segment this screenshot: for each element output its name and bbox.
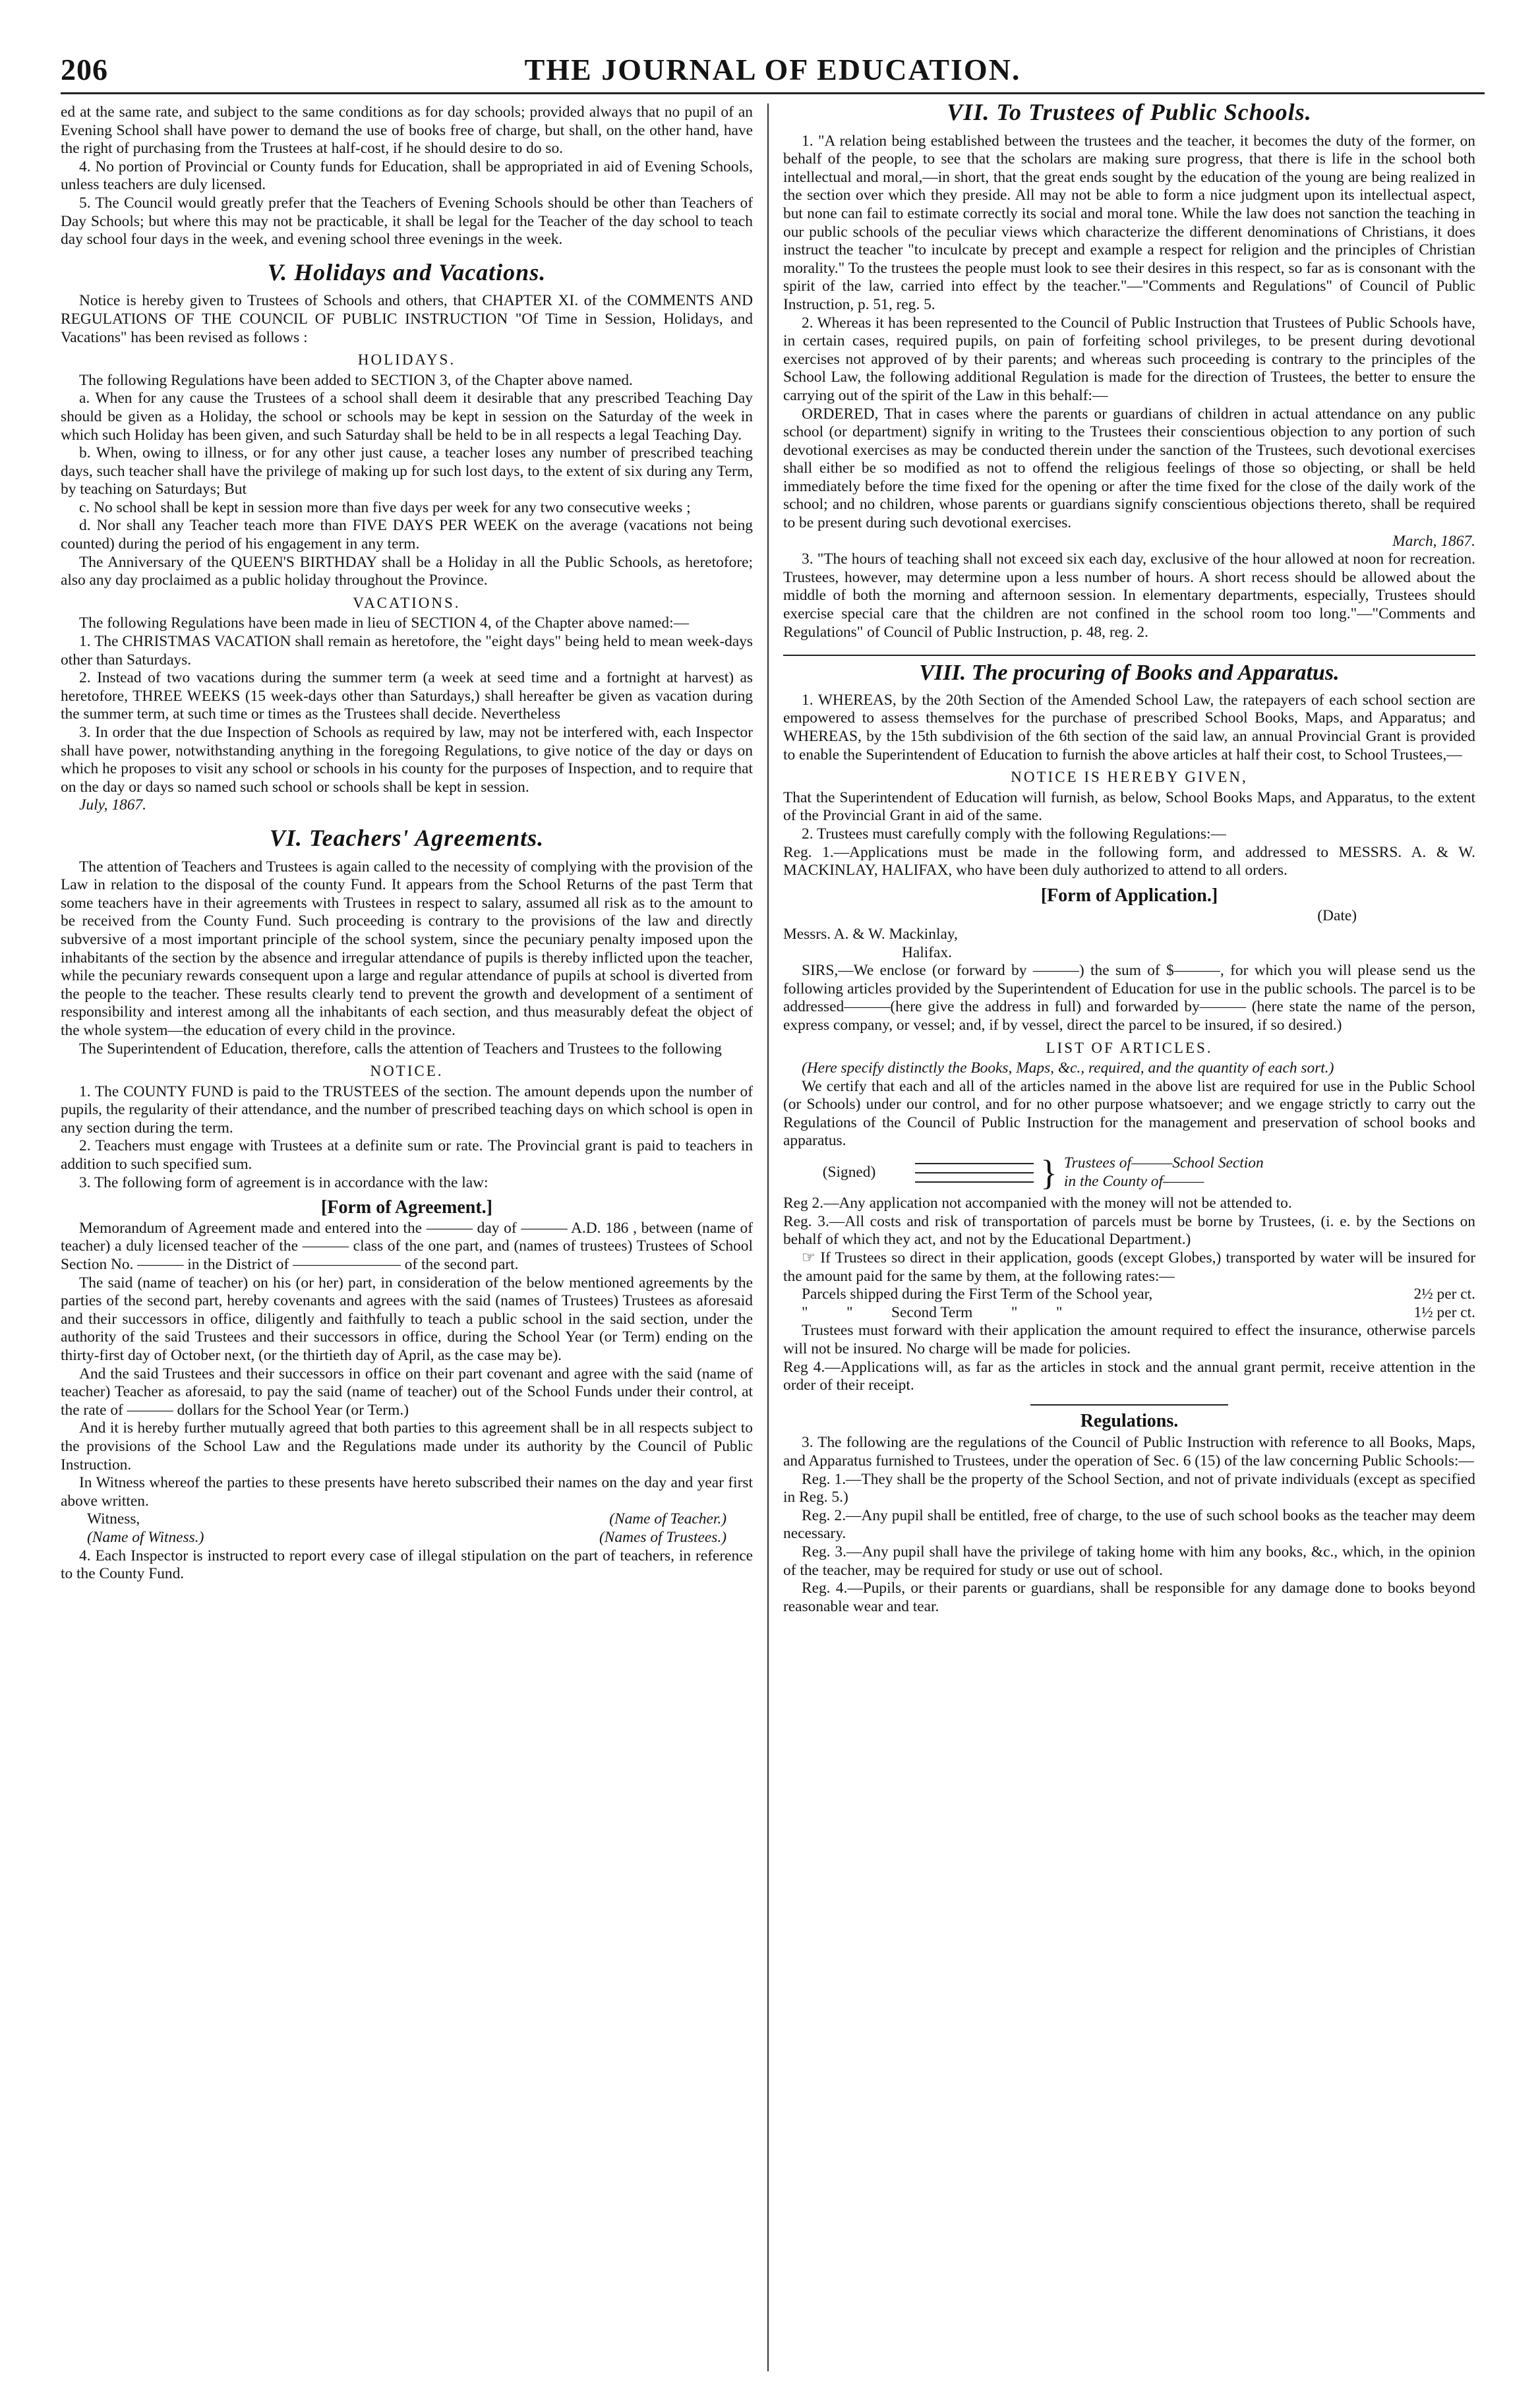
witness-row <box>61 1510 753 1529</box>
application-body: SIRS,—We enclose (or forward by ———) the sum of $———, for which you will please send us the following articles provided by the Superintendent of Education for use in the public schools. The parcel is to be addressed———(here give the address in full) and forwarded by——— (here state the name of the person, express company, or vessel; and, if by vessel, direct the parcel to be insured, if so desired.) <box>783 962 1475 1034</box>
subheading-list-of-articles: LIST OF ARTICLES. <box>1046 1039 1213 1056</box>
signature-titles <box>1064 1154 1264 1191</box>
section-paragraph: The following Regulations have been added to SECTION 3, of the Chapter above named. <box>79 371 633 389</box>
signature-block <box>783 1154 1475 1191</box>
running-head <box>61 34 1485 94</box>
intro-paragraph: 5. The Council would greatly prefer that the Teachers of Evening Schools should be other than Teachers of Day Schools; but where this may not be practicable, it shall be legal for the Teacher of the day school to teach day school four days in the week, and evening school three evenings in the week. <box>61 194 753 249</box>
witness-name: (Name of Witness.) <box>87 1528 204 1546</box>
notice-item: 1. The COUNTY FUND is paid to the TRUSTEES of the section. The amount depends upon the number of pupils, the regularity of their attendance, and the number of prescribed teaching days on which school is open in any section during the term. <box>61 1082 753 1137</box>
notice-item: 2. Teachers must engage with Trustees at a definite sum or rate. The Provincial grant is paid to teachers in addition to such specified sum. <box>61 1137 753 1173</box>
dateline: March, 1867. <box>1392 532 1475 550</box>
section-heading-holidays: V. Holidays and Vacations. <box>267 258 547 285</box>
intro-paragraph: 4. No portion of Provincial or County funds for Education, shall be appropriated in aid of Evening Schools, unless teachers are duly licensed. <box>61 158 753 194</box>
right-column <box>769 104 1475 2371</box>
regulation-item: 2. Instead of two vacations during the summer term (a week at seed time and a fortnight at harvest) as heretofore, THREE WEEKS (15 week-days other than Saturdays,) shall hereafter be given as vacation during the summer term, at such time or times as the Trustees shall decide. Nevertheless <box>61 669 753 723</box>
signed-trustees: Trustees of———School Section <box>1063 1154 1264 1172</box>
section-paragraph: Trustees must forward with their application the amount required to effect the insurance, otherwise parcels will not be insured. No charge will be made for policies. <box>783 1322 1475 1357</box>
regulation-item: Reg. 3.—Any pupil shall have the privilege of taking home with him any books, &c., which, in the opinion of the teacher, may be required for study or use out of school. <box>783 1543 1475 1579</box>
section-paragraph: 1. "A relation being established between the trustees and the teacher, it becomes the duty of the former, on behalf of the people, to see that the scholars are making sure progress, that there is life in the school both intellectual and moral,—in short, that the great ends sought by the education of the young are being realized in the section over which they preside. All may not be able to form a nice judgment upon its intellectual aspect, but none can fail to estimate correctly its social and moral tone. While the law does not sanction the teaching in our public schools of the peculiar views which characterize the different denominations of Christians, it does instruct the teacher "to inculcate by precept and example a respect for religion and the principles of Christian morality." To the trustees the people must look to see their desires in this respect, so far as is consonant with the spirit of the law, carried into effect by the teacher."—"Comments and Regulations" of Council of Public Instruction, p. 51, reg. 5. <box>783 132 1475 313</box>
notice-item: 4. Each Inspector is instructed to report every case of illegal stipulation on the part of teachers, in reference to the County Fund. <box>61 1547 753 1583</box>
rate-label: Parcels shipped during the First Term of the School year, <box>802 1286 1153 1303</box>
agreement-paragraph: And it is hereby further mutually agreed that both parties to this agreement shall be in all respects subject to the provisions of the School Law and the Regulations made under its authority by the Council of Public Instruction. <box>61 1419 753 1473</box>
subheading-notice-given: NOTICE IS HEREBY GIVEN, <box>1011 769 1248 786</box>
application-certify: We certify that each and all of the articles named in the above list are required for use in the Public School (or Schools) under our control, and for no other purpose whatsoever; and we engage strictly to carry out the Regulations of the Council of Public Instruction for the management and preservation of school books and apparatus. <box>783 1077 1475 1150</box>
subheading-notice: NOTICE. <box>370 1063 444 1080</box>
subheading-regulations: Regulations. <box>1030 1404 1228 1431</box>
signed-label: (Signed) <box>822 1163 876 1181</box>
section-paragraph: 2. Whereas it has been represented to the Council of Public Instruction that Trustees of Public Schools have, in certain cases, required pupils, on pain of forfeiting school privileges, to be present during devotional exercises not approved of by their parents; and whereas such proceeding is contrary to the principles of the School Law, the following additional Regulation is made for the direction of Trustees, the better to ensure the carrying out of the spirit of the Law in this behalf:— <box>783 314 1475 404</box>
regulation-item: Reg. 1.—They shall be the property of the School Section, and not of private individuals (except as specified in Reg. 5.) <box>783 1470 1475 1506</box>
regulation-item: 1. The CHRISTMAS VACATION shall remain as heretofore, the "eight days" being held to mean week-days other than Saturdays. <box>61 633 753 668</box>
regulation-item: Reg 2.—Any application not accompanied with the money will not be attended to. <box>783 1195 1292 1212</box>
subheading-vacations: VACATIONS. <box>353 594 461 611</box>
agreement-paragraph: Memorandum of Agreement made and entered into the ——— day of ——— A.D. 186 , between (name of teacher) a duly licensed teacher of the ——— class of the one part, and (names of trustees) Trustees of School Section No. ——— in the District of ——————— of the second part. <box>61 1219 753 1274</box>
witness-trustees: (Names of Trustees.) <box>599 1528 726 1546</box>
signed-county: in the County of——— <box>1063 1172 1204 1190</box>
application-addressee: Messrs. A. & W. Mackinlay, <box>783 925 958 943</box>
left-column <box>61 104 767 2371</box>
subheading-holidays: HOLIDAYS. <box>357 351 456 369</box>
agreement-paragraph: In Witness whereof the parties to these presents have hereto subscribed their names on the day and year first above written. <box>61 1474 753 1510</box>
regulation-item: Reg 4.—Applications will, as far as the articles in stock and the annual grant permit, receive attention in the order of their receipt. <box>783 1358 1475 1394</box>
rate-value: 2½ per ct. <box>1413 1286 1475 1303</box>
application-city: Halifax. <box>902 943 952 961</box>
witness-teacher: (Name of Teacher.) <box>609 1510 726 1528</box>
form-heading-agreement: [Form of Agreement.] <box>321 1197 492 1218</box>
section-heading-trustees: VII. To Trustees of Public Schools. <box>947 104 1312 125</box>
witness-label: Witness, <box>87 1510 140 1528</box>
signature-lines <box>915 1163 1034 1183</box>
rate-value: 1½ per ct. <box>1413 1303 1475 1321</box>
section-paragraph: ORDERED, That in cases where the parents or guardians of children in actual attendance on any public school (or department) signify in writing to the Trustees their conscientious objection to any portion of such devotional exercises as may be conducted therein under the sanction of the Trustees, such devotional exercises shall either be so modified as not to offend the religious feelings of those so objecting, or shall be held immediately before the time fixed for the opening or after the time fixed for the close of the daily work of the school; and no children, whose parents or guardians signify conscientious objections thereto, shall be required to be present during such devotional exercises. <box>783 405 1475 532</box>
section-paragraph: 3. "The hours of teaching shall not exceed six each day, exclusive of the hour allowed at noon for recreation. Trustees, however, may determine upon a less number of hours. A short recess should be allowed about the middle of both the morning and afternoon session. In elementary departments, especially, Trustees should exercise special care that the children are not confined in the school room too long."—"Comments and Regulations" of Council of Public Instruction, p. 48, reg. 2. <box>783 550 1475 641</box>
journal-title: THE JOURNAL OF EDUCATION. <box>524 53 1021 86</box>
section-paragraph: 2. Trustees must carefully comply with the following Regulations:— <box>802 825 1226 843</box>
intro-paragraph: ed at the same rate, and subject to the same conditions as for day schools; provided always that no pupil of an Evening School shall have power to demand the use of books free of charge, but shall, on the other hand, have the right of purchasing from the Trustees at half-cost, if he should desire to do so. <box>61 104 753 158</box>
regulation-note: ☞ If Trustees so direct in their application, goods (except Globes,) transported by water will be insured for the amount paid for the same by them, at the following rates:— <box>783 1249 1475 1285</box>
list-note: (Here specify distinctly the Books, Maps, &c., required, and the quantity of each sort.) <box>802 1059 1334 1077</box>
regulation-item: Reg. 4.—Pupils, or their parents or guardians, shall be responsible for any damage done to books beyond reasonable wear and tear. <box>783 1580 1475 1615</box>
insurance-rate-row <box>783 1304 1475 1322</box>
section-paragraph: The Anniversary of the QUEEN'S BIRTHDAY shall be a Holiday in all the Public Schools, as heretofore; also any day proclaimed as a public holiday throughout the Province. <box>61 553 753 589</box>
regulation-item: d. Nor shall any Teacher teach more than FIVE DAYS PER WEEK on the average (vacations not being counted) during the period of his engagement in any term. <box>61 517 753 553</box>
witness-row <box>61 1529 753 1547</box>
agreement-paragraph: And the said Trustees and their successors in office on their part covenant and agree with the said (name of teacher) Teacher as aforesaid, to pay the said (name of teacher) out of the School Funds under their control, at the rate of ——— dollars for the School Year (or Term.) <box>61 1365 753 1419</box>
regulation-item: Reg. 1.—Applications must be made in the following form, and addressed to MESSRS. A. & W. MACKINLAY, HALIFAX, who have been duly authorized to attend to all orders. <box>783 843 1475 879</box>
section-paragraph: The attention of Teachers and Trustees is again called to the necessity of complying with the provision of the Law in relation to the disposal of the county Fund. It appears from the School Returns of the past Term that some teachers have in their agreements with Trustees in respect to salary, assumed all risk as to the amount to be received from the County Fund. Such proceeding is contrary to the provisions of the law and directly subversive of a most important principle of the school system, since the pecuniary penalty imposed upon the inhabitants of the section by the absence and irregular attendance of pupils is thereby inflicted upon the teacher, while the pecuniary rewards consequent upon a large and regular attendance of pupils at school is diverted from the people to the teacher. These results clearly tend to prevent the growth and development of a sentiment of responsibility and interest among all the inhabitants of each section, and thus measurably defeat the object of the whole system—the education of every child in the province. <box>61 858 753 1039</box>
regulation-item: Reg. 3.—All costs and risk of transportation of parcels must be borne by Trustees, (i. e. by the Sections on behalf of which they act, and not by the Educational Department.) <box>783 1212 1475 1249</box>
page-number: 206 <box>61 53 108 86</box>
section-heading-agreements: VI. Teachers' Agreements. <box>269 824 545 851</box>
insurance-rate-row <box>783 1286 1475 1304</box>
section-paragraph: The following Regulations have been made in lieu of SECTION 4, of the Chapter above named:— <box>79 614 689 632</box>
rate-label: " " Second Term " " <box>802 1303 1063 1321</box>
section-paragraph: 1. WHEREAS, by the 20th Section of the Amended School Law, the ratepayers of each school section are empowered to assess themselves for the purchase of prescribed School Books, Maps, and Apparatus; and WHEREAS, by the 15th subdivision of the 6th section of the said law, an annual Provincial Grant is provided to enable the Superintendent of Education to furnish the above articles at half their cost, to School Trustees,— <box>783 691 1475 763</box>
agreement-paragraph: The said (name of teacher) on his (or her) part, in consideration of the below mentioned agreements by the parties of the second part, hereby covenants and agrees with the said (names of Trustees) Trustees as aforesaid and their successors in office, diligently and faithfully to teach a public school in the said section, under the authority of the said Trustees and their successors in office, during the School Year (or Term) ending on the thirty-first day of October next, (or the thirtieth day of April, as the case may be). <box>61 1274 753 1364</box>
regulation-item: c. No school shall be kept in session more than five days per week for any two consecutive weeks ; <box>79 498 691 516</box>
regulation-item: Reg. 2.—Any pupil shall be entitled, free of charge, to the use of such school books as the teacher may deem necessary. <box>783 1506 1475 1543</box>
dateline: July, 1867. <box>79 796 146 814</box>
notice-item: 3. The following form of agreement is in accordance with the law: <box>79 1173 489 1191</box>
application-date: (Date) <box>1317 907 1357 925</box>
journal-page <box>61 34 1485 2381</box>
two-column-body <box>61 104 1485 2371</box>
regulation-item: b. When, owing to illness, or for any other just cause, a teacher loses any number of prescribed teaching days, such teacher shall have the privilege of making up for such lost days, to the extent of six during any Term, by teaching on Saturdays; But <box>61 444 753 498</box>
form-heading-application: [Form of Application.] <box>1040 885 1218 906</box>
section-paragraph: That the Superintendent of Education will furnish, as below, School Books Maps, and Apparatus, to the extent of the Provincial Grant in aid of the same. <box>783 788 1475 825</box>
section-paragraph: The Superintendent of Education, therefore, calls the attention of Teachers and Trustees to the following <box>79 1040 722 1057</box>
brace: } <box>1040 1152 1057 1193</box>
section-heading-books: VIII. The procuring of Books and Apparatus. <box>783 655 1475 682</box>
regulation-item: a. When for any cause the Trustees of a school shall deem it desirable that any prescribed Teaching Day should be given as a Holiday, the school or schools may be kept in session on the Saturday of the week in which such Holiday has been given, and such Saturday shall be held to be in all respects a legal Teaching Day. <box>61 390 753 444</box>
section-paragraph: Notice is hereby given to Trustees of Schools and others, that CHAPTER XI. of the COMMENTS AND REGULATIONS OF THE COUNCIL OF PUBLIC INSTRUCTION "Of Time in Session, Holidays, and Vacations" has been revised as follows : <box>61 292 753 346</box>
section-paragraph: 3. The following are the regulations of the Council of Public Instruction with reference to all Books, Maps, and Apparatus furnished to Trustees, under the operation of Sec. 6 (15) of the law concerning Public Schools:— <box>783 1434 1475 1469</box>
regulation-item: 3. In order that the due Inspection of Schools as required by law, may not be interfered with, each Inspector shall have power, notwithstanding anything in the foregoing Regulations, to give notice of the day or days on which he proposes to visit any school or schools in his county for the purposes of Inspection, and to require that on the day or days so named such school or schools shall be kept in session. <box>61 724 753 796</box>
